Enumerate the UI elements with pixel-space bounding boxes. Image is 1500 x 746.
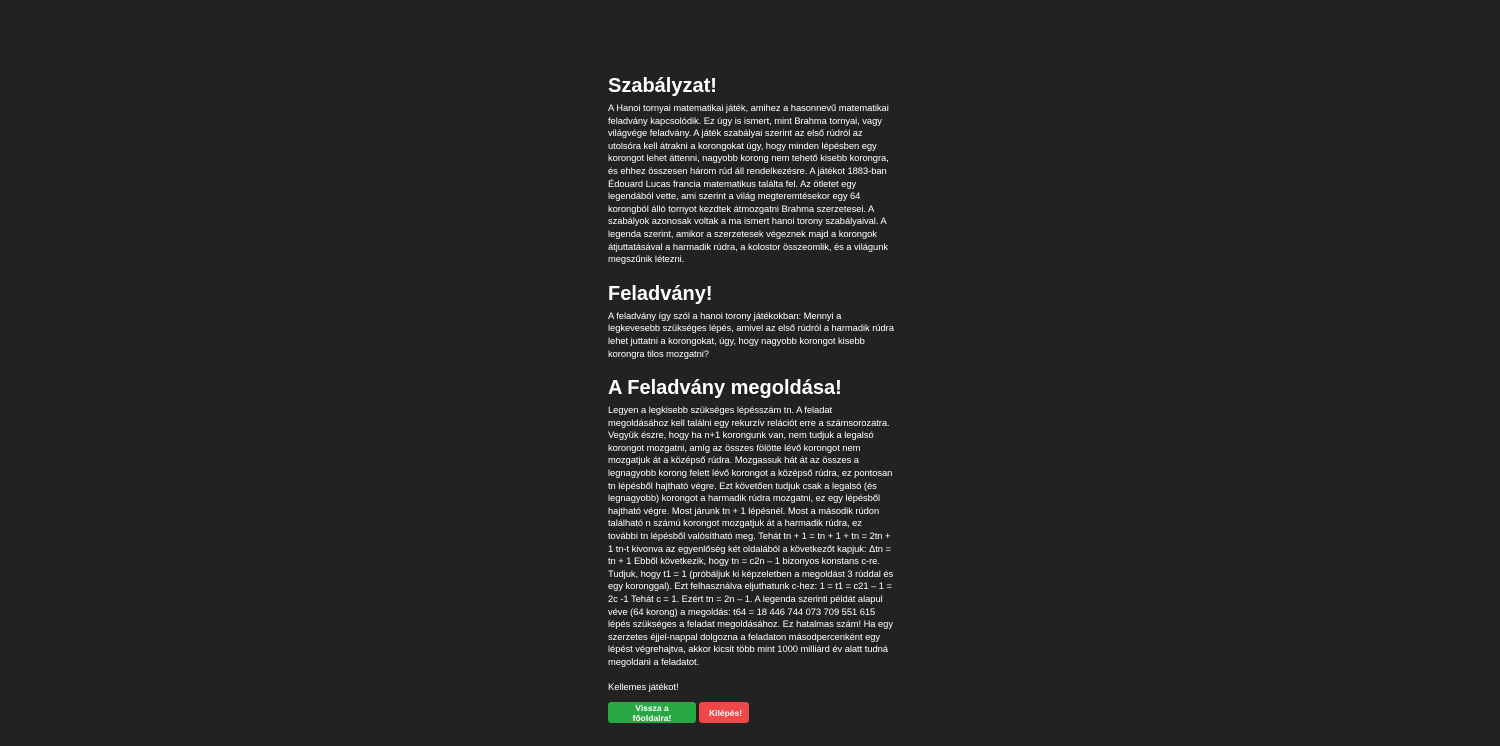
task-heading: Feladvány! (608, 282, 713, 305)
rules-content (608, 72, 894, 723)
rules-paragraph: A Hanoi tornyai matematikai játék, amihez a hasonnevű matematikai feladvány kapcsolódik. Ez úgy is ismert, mint Brahma tornyai, vagy világvége feladvány. A játék szabályai szerint az első rúdról az utolsóra kell átrakni a korongokat úgy, hogy minden lépésben egy korongot lehet áttenni, nagyobb korong nem tehető kisebb korongra, és ehhez összesen három rúd áll rendelkezésre. A játékot 1883-ban Édouard Lucas francia matematikus találta fel. Az ötletet egy legendából vette, ami szerint a világ megteremtésekor egy 64 korongból álló tornyot kezdtek átmozgatni Brahma szerzetesei. A szabályok azonosak voltak a ma ismert hanoi torony szabályaival. A legenda szerint, amikor a szerzetesek végeznek majd a korongok átjuttatásával a harmadik rúdra, a kolostor összeomlik, és a világunk megszűnik létezni. (608, 102, 889, 265)
button-row (608, 702, 894, 723)
task-paragraph: A feladvány így szól a hanoi torony játékokban: Mennyi a legkevesebb szükséges lépés, amivel az első rúdról a harmadik rúdra lehet juttatni a korongokat, úgy, hogy nagyobb korongot kisebb korongra tilos mozgatni? (608, 309, 894, 359)
solution-paragraph: Legyen a legkisebb szükséges lépésszám tn. A feladat megoldásához kell találni egy rekurzív relációt erre a számsorozatra. Vegyük észre, hogy ha n+1 korongunk van, nem tudjuk a legalsó korongot mozgatni, amíg az összes fölötte lévő korongot nem mozgatjuk át a középső rúdra. Mozgassuk hát át az összes a legnagyobb korong felett lévő korongot a középső rúdra, ez pontosan tn lépésből hajtható végre. Ezt követően tudjuk csak a legalsó (és legnagyobb) korongot a harmadik rúdra mozgatni, ez egy lépésből hajtható végre. Most járunk tn + 1 lépésnél. Most a második rúdon található n számú korongot mozgatjuk át a harmadik rúdra, ez további tn lépésből valósítható meg. Tehát tn + 1 = tn + 1 + tn = 2tn + 1 tn-t kivonva az egyenlőség két oldalából a következőt kapjuk: Δtn = tn + 1 Ebből következik, hogy tn = c2n – 1 bizonyos konstans c-re. Tudjuk, hogy t1 = 1 (próbáljuk ki képzeletben a megoldást 3 rúddal és egy koronggal). Ezt felhasználva eljuthatunk c-hez: 1 = t1 = c21 – 1 = 2c -1 Tehát c = 1. Ezért tn = 2n – 1. A legenda szerinti példát alapul véve (64 korong) a megoldás: t64 = 18 446 744 073 709 551 615 lépés szükséges a feladat megoldásához. Ez hatalmas szám! Ha egy szerzetes éjjel-nappal dolgozna a feladaton másodpercenként egy lépést végrehajtva, akkor kicsit több mint 1000 milliárd év alatt tudná megoldani a feladatot. (608, 404, 894, 667)
rules-heading: Szabályzat! (608, 75, 717, 97)
solution-heading: A Feladvány megoldása! (608, 377, 842, 400)
closing-text: Kellemes játékot! (608, 680, 679, 692)
exit-button[interactable]: Kilépés! (699, 702, 749, 723)
back-to-home-button[interactable]: Vissza a főoldalra! (608, 702, 696, 723)
